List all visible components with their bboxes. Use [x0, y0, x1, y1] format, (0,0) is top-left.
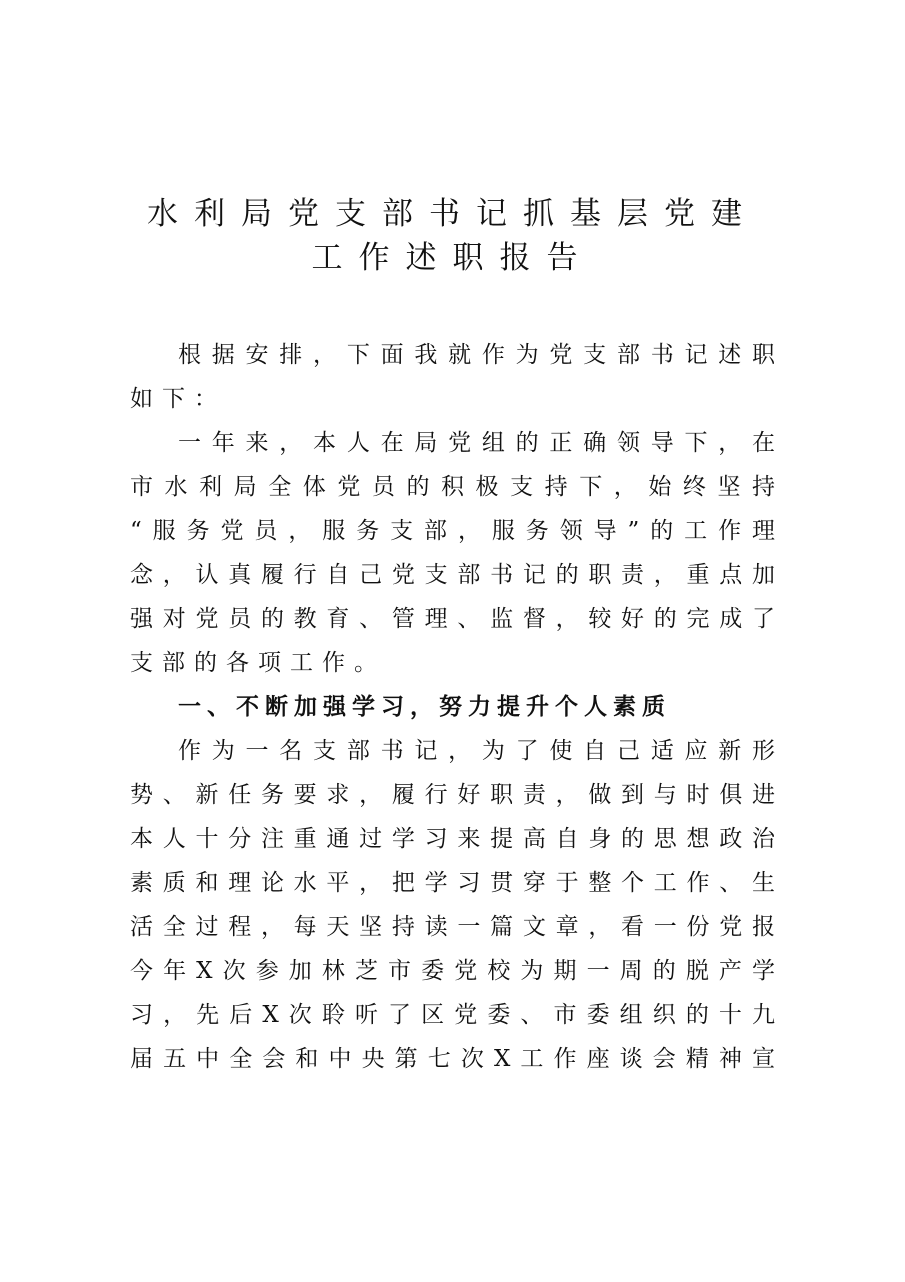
- paragraph-overview: [130, 421, 775, 685]
- text-line: 活全过程，每天坚持读一篇文章，看一份党报: [130, 914, 775, 940]
- text-line: 作为一名支部书记，为了使自己适应新形: [178, 738, 775, 764]
- document-title-line-1: 水利局党支部书记抓基层党建: [147, 196, 758, 232]
- text-line: 市水利局全体党员的积极支持下，始终坚持: [130, 474, 775, 500]
- section-heading: 一、不断加强学习，努力提升个人素质: [178, 694, 671, 720]
- text-line: 一年来，本人在局党组的正确领导下，在: [178, 430, 775, 456]
- paragraph-section-one: [130, 729, 775, 1081]
- text-line: 届五中全会和中央第七次X工作座谈会精神宣: [130, 1046, 775, 1072]
- text-line: 支部的各项工作。: [130, 650, 386, 676]
- text-line: 本人十分注重通过学习来提高自身的思想政治: [130, 826, 775, 852]
- paragraph-intro: [130, 333, 775, 421]
- text-line: 如下：: [130, 386, 226, 412]
- text-line: 今年X次参加林芝市委党校为期一周的脱产学: [130, 958, 775, 984]
- text-line: 素质和理论水平，把学习贯穿于整个工作、生: [130, 870, 775, 896]
- text-line: 势、新任务要求，履行好职责，做到与时俱进: [130, 782, 775, 808]
- document-body: [130, 333, 775, 1081]
- document-title-line-2: 工作述职报告: [311, 240, 594, 276]
- text-line: “服务党员，服务支部，服务领导”的工作理: [130, 518, 775, 544]
- text-line: 念，认真履行自己党支部书记的职责，重点加: [130, 562, 775, 588]
- text-line: 习，先后X次聆听了区党委、市委组织的十九: [130, 1002, 775, 1028]
- text-line: 根据安排，下面我就作为党支部书记述职: [178, 342, 775, 368]
- text-line: 强对党员的教育、管理、监督，较好的完成了: [130, 606, 775, 632]
